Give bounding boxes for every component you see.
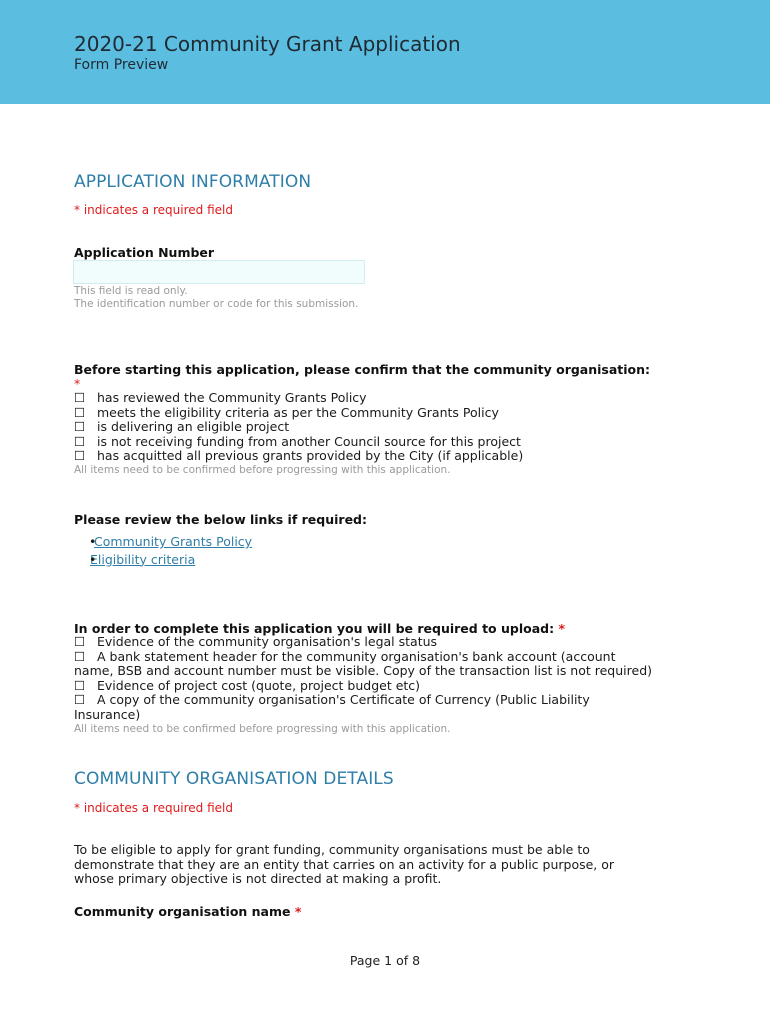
checklist-item-label: is delivering an eligible project	[97, 419, 290, 435]
upload-checklist	[74, 635, 652, 723]
checklist-item[interactable]	[74, 449, 523, 464]
application-number-hint	[74, 285, 358, 311]
checklist-item-label: A copy of the community organisation's Certificate of Currency (Public Liability	[97, 692, 590, 708]
checklist-item-label: meets the eligibility criteria as per the Community Grants Policy	[97, 404, 499, 420]
hint-line: The identification number or code for this submission.	[74, 298, 359, 310]
org-name-label	[74, 904, 301, 919]
checkbox-icon[interactable]: ☐	[74, 692, 86, 708]
required-asterisk: *	[74, 376, 81, 391]
checklist-item-label: is not receiving funding from another Council source for this project	[97, 433, 521, 449]
checklist-item[interactable]	[74, 693, 652, 708]
form-subtitle: Form Preview	[74, 57, 169, 73]
checklist-item[interactable]	[74, 635, 652, 650]
checklist-item[interactable]	[74, 650, 652, 665]
checkbox-icon[interactable]: ☐	[74, 648, 86, 664]
checklist-item-label: has acquitted all previous grants provided by the City (if applicable)	[97, 448, 524, 464]
required-field-note: * indicates a required field	[74, 801, 233, 815]
page-number: Page 1 of 8	[349, 953, 421, 968]
confirm-checklist	[74, 391, 523, 464]
checkbox-icon[interactable]: ☐	[74, 448, 86, 464]
required-asterisk: *	[294, 904, 302, 919]
checklist-item[interactable]	[74, 679, 652, 694]
checkbox-icon[interactable]: ☐	[74, 677, 86, 693]
checklist-item-continuation: name, BSB and account number must be visible. Copy of the transaction list is not required)	[74, 663, 653, 679]
application-number-field[interactable]	[73, 260, 365, 284]
section-title-application-information: APPLICATION INFORMATION	[74, 172, 312, 192]
required-field-note: * indicates a required field	[74, 203, 233, 217]
upload-hint: All items need to be confirmed before progressing with this application.	[74, 723, 451, 735]
hint-line: This field is read only.	[74, 285, 188, 297]
required-asterisk: *	[558, 621, 565, 636]
checklist-item[interactable]	[74, 406, 523, 421]
page-header	[0, 0, 770, 104]
checkbox-icon[interactable]: ☐	[74, 419, 86, 435]
checkbox-icon[interactable]: ☐	[74, 634, 86, 649]
links-list	[74, 533, 252, 568]
checklist-item[interactable]	[74, 391, 523, 406]
checklist-item-continuation: Insurance)	[74, 706, 141, 722]
section-title-community-organisation-details: COMMUNITY ORGANISATION DETAILS	[74, 769, 394, 789]
intro-line: demonstrate that they are an entity that carries on an activity for a public purpose, or	[74, 856, 615, 872]
application-number-label: Application Number	[74, 245, 215, 260]
checklist-item-label: Evidence of project cost (quote, project budget etc)	[97, 677, 421, 693]
confirm-label: Before starting this application, please confirm that the community organisation:	[74, 362, 651, 377]
list-item	[74, 533, 252, 551]
eligibility-criteria-link[interactable]: Eligibility criteria	[90, 551, 196, 567]
checkbox-icon[interactable]: ☐	[74, 433, 86, 449]
checkbox-icon[interactable]: ☐	[74, 404, 86, 420]
checklist-item[interactable]	[74, 420, 523, 435]
upload-label-text: In order to complete this application you will be required to upload:	[74, 621, 555, 636]
checklist-item[interactable]	[74, 435, 523, 450]
org-name-label-text: Community organisation name	[74, 904, 291, 919]
links-label: Please review the below links if required:	[74, 512, 367, 527]
form-title: 2020-21 Community Grant Application	[74, 32, 461, 56]
community-grants-policy-link[interactable]: Community Grants Policy	[94, 534, 253, 549]
checklist-item-label: has reviewed the Community Grants Policy	[97, 390, 367, 405]
confirm-hint: All items need to be confirmed before progressing with this application.	[74, 464, 451, 476]
checklist-item-label: Evidence of the community organisation's legal status	[97, 634, 438, 649]
intro-line: To be eligible to apply for grant funding, community organisations must be able to	[74, 842, 590, 857]
list-item	[74, 551, 252, 569]
intro-line: whose primary objective is not directed at making a profit.	[74, 871, 442, 887]
checkbox-icon[interactable]: ☐	[74, 390, 86, 405]
eligibility-intro	[74, 843, 614, 887]
checklist-item-label: A bank statement header for the community organisation's bank account (account	[97, 648, 616, 664]
